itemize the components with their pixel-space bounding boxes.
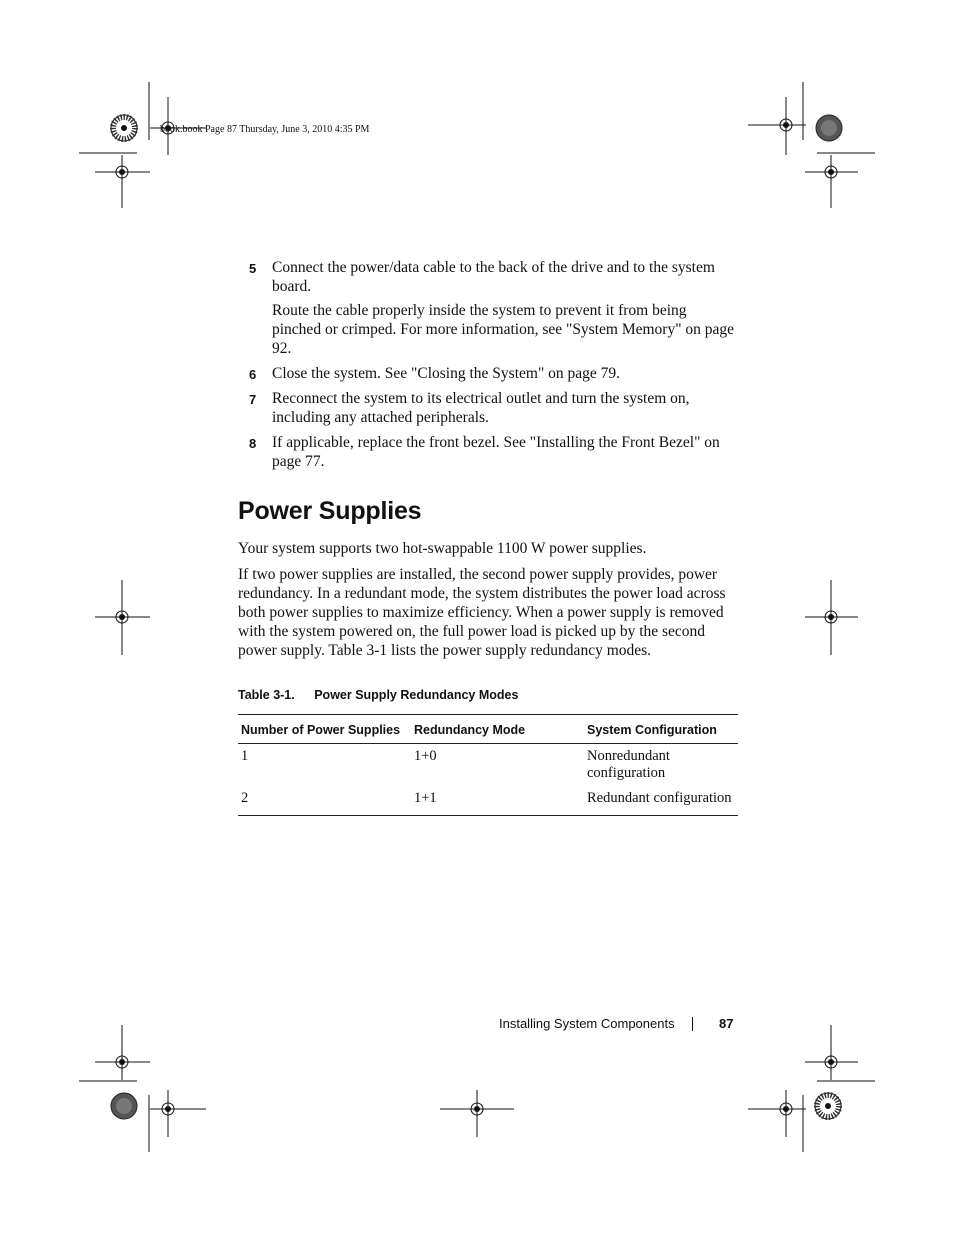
column-header: System Configuration [584, 715, 738, 744]
table-cell: Nonredundant configuration [587, 748, 670, 781]
step-item [238, 433, 738, 471]
redundancy-table [238, 714, 738, 816]
footer-divider [692, 1017, 693, 1031]
step-number: 8 [249, 436, 257, 451]
paragraph: If two power supplies are installed, the second power supply provides, power redundancy. In a redundant mode, the system distributes the power load across both power supplies to maximize efficiency. When a power supply is removed with the system powered on, the full power load is picked up by the second power supply. Table 3-1 lists the power supply redundancy modes. [238, 566, 726, 659]
table-row [238, 744, 738, 789]
step-text: Close the system. See "Closing the System" on page 79. [272, 365, 621, 382]
table-cell: 1+1 [411, 788, 584, 816]
step-item [238, 258, 738, 358]
section-title: Power Supplies [238, 497, 422, 525]
step-note: Route the cable properly inside the system to prevent it from being pinched or crimped. For more information, see "System Memory" on page 92. [272, 302, 735, 357]
step-item [238, 389, 738, 427]
step-number: 6 [249, 367, 257, 382]
step-item [238, 364, 738, 383]
step-text: If applicable, replace the front bezel. See "Installing the Front Bezel" on page 77. [272, 434, 720, 470]
footer-section-name: Installing System Components [499, 1016, 675, 1031]
table-cell: Redundant configuration [584, 788, 738, 816]
step-number: 5 [249, 261, 257, 276]
step-text: Connect the power/data cable to the back of the drive and to the system board. [272, 259, 715, 295]
table-row [238, 788, 738, 816]
table-cell: 1 [241, 748, 249, 764]
main-content [238, 258, 738, 816]
column-header: Redundancy Mode [411, 715, 584, 744]
table-title: Power Supply Redundancy Modes [314, 688, 519, 702]
page-number: 87 [719, 1016, 734, 1031]
table-header-row [238, 715, 738, 744]
column-header: Number of Power Supplies [238, 715, 411, 744]
table-cell: 2 [238, 788, 411, 816]
print-slug: book.book Page 87 Thursday, June 3, 2010 4:35 PM [160, 124, 370, 135]
table-label: Table 3-1. [238, 688, 295, 702]
paragraph: Your system supports two hot-swappable 1100 W power supplies. [238, 540, 647, 557]
step-number: 7 [249, 392, 257, 407]
table-cell: 1+0 [414, 748, 437, 764]
table-caption [238, 688, 738, 702]
step-text: Reconnect the system to its electrical outlet and turn the system on, including any attached peripherals. [272, 390, 690, 426]
